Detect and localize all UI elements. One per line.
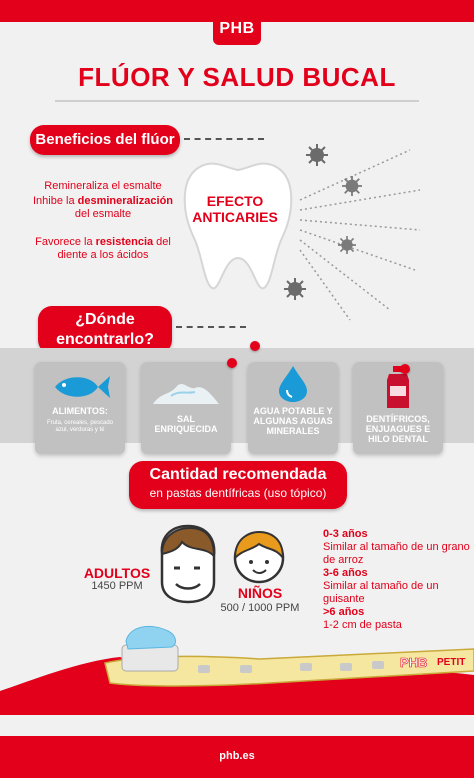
- toothbrush-icon: [0, 605, 474, 715]
- brand-logo: PHB: [213, 13, 261, 45]
- bacteria-icon: [306, 144, 328, 166]
- bacteria-icon: [342, 176, 362, 196]
- title-divider: [55, 100, 419, 102]
- where-heading: ¿Dónde encontrarlo?: [38, 306, 172, 354]
- bacteria-icon: [284, 278, 306, 300]
- pin-icon: [400, 364, 410, 374]
- fish-icon: [50, 372, 110, 402]
- age-range: 3-6 años: [323, 567, 368, 579]
- brush-brand-text: PHB: [400, 655, 428, 670]
- tooth-icon: [178, 158, 298, 293]
- adults-ppm: 1450 PPM: [91, 580, 143, 592]
- benefits-heading: Beneficios del flúor: [30, 125, 180, 155]
- kids-ppm: 500 / 1000 PPM: [220, 602, 300, 614]
- dashed-connector: [184, 138, 264, 140]
- card-label: DENTÍFRICOS, ENJUAGUES E HILO DENTAL: [365, 414, 431, 444]
- age-amount: Similar al tamaño de un guisante: [323, 580, 439, 605]
- source-card-salt: [141, 362, 231, 454]
- source-card-water: [248, 362, 338, 454]
- pin-icon: [227, 358, 237, 368]
- pin-icon: [250, 341, 260, 351]
- child-face-icon: [232, 528, 286, 586]
- source-card-foods: [35, 362, 125, 454]
- tooth-label: EFECTO ANTICARIES: [192, 193, 278, 225]
- age-amount: Similar al tamaño de un grano de arroz: [323, 541, 470, 566]
- dashed-connector: [176, 326, 246, 328]
- benefit-item: Remineraliza el esmalte: [44, 180, 162, 192]
- page-title: FLÚOR Y SALUD BUCAL: [78, 62, 396, 92]
- age-range: >6 años: [323, 606, 365, 618]
- card-label: ALIMENTOS:: [52, 406, 108, 416]
- water-drop-icon: [278, 366, 308, 402]
- brush-model-text: PETIT: [437, 657, 466, 668]
- quantity-heading: Cantidad recomendada en pastas dentífricas (uso tópico): [129, 461, 347, 509]
- source-card-dentifrices: [353, 362, 443, 454]
- card-sublabel: Fruta, cereales, pescado azul, verduras y té: [46, 420, 114, 433]
- age-range: 0-3 años: [323, 528, 368, 540]
- card-label: SAL ENRIQUECIDA: [154, 414, 218, 434]
- bacteria-icon: [338, 236, 356, 254]
- site-url[interactable]: phb.es: [219, 750, 255, 762]
- benefit-item: Inhibe la desmineralización del esmalte: [32, 195, 174, 220]
- age-amount: 1-2 cm de pasta: [323, 619, 402, 631]
- adults-label: ADULTOS: [83, 565, 151, 581]
- kids-label: NIÑOS: [237, 585, 283, 601]
- benefit-item: Favorece la resistencia del diente a los ácidos: [35, 236, 171, 261]
- salt-icon: [151, 376, 221, 406]
- card-label: AGUA POTABLE Y ALGUNAS AGUAS MINERALES: [253, 406, 333, 436]
